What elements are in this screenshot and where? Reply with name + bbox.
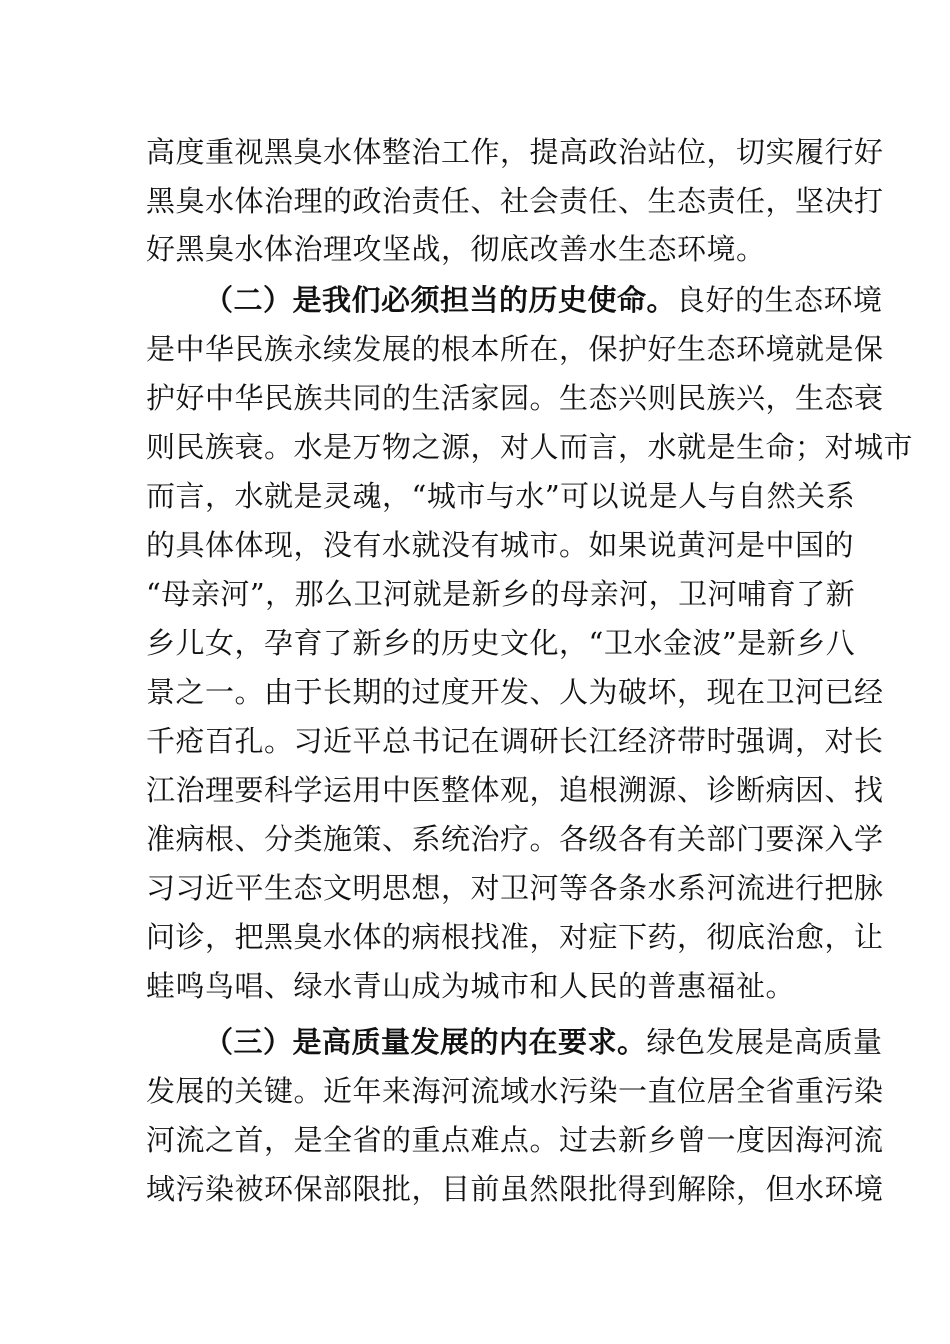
paragraph-line: 准病根、分类施策、系统治疗。各级各有关部门要深入学 (146, 822, 884, 856)
paragraph-line: 江治理要科学运用中医整体观，追根溯源、诊断病因、找 (146, 773, 884, 807)
section-heading: （三）是高质量发展的内在要求。 (204, 1025, 647, 1059)
paragraph-line: 而言，水就是灵魂，“城市与水”可以说是人与自然关系 (146, 479, 856, 513)
paragraph-line: 高度重视黑臭水体整治工作，提高政治站位，切实履行好 (146, 135, 884, 169)
paragraph-line: 景之一。由于长期的过度开发、人为破坏，现在卫河已经 (146, 675, 884, 709)
section-heading: （二）是我们必须担当的历史使命。 (204, 283, 677, 317)
paragraph-line: 发展的关键。近年来海河流域水污染一直位居全省重污染 (146, 1074, 884, 1108)
paragraph-line: 黑臭水体治理的政治责任、社会责任、生态责任，坚决打 (146, 184, 884, 218)
paragraph-first-line (204, 280, 883, 320)
paragraph-line: 护好中华民族共同的生活家园。生态兴则民族兴，生态衰 (146, 381, 884, 415)
paragraph-line: 习习近平生态文明思想，对卫河等各条水系河流进行把脉 (146, 871, 884, 905)
paragraph-line: 的具体体现，没有水就没有城市。如果说黄河是中国的 (146, 528, 855, 562)
paragraph-text: 绿色发展是高质量 (646, 1025, 883, 1059)
paragraph-line: “母亲河”，那么卫河就是新乡的母亲河，卫河哺育了新 (146, 577, 856, 611)
paragraph-line: 是中华民族永续发展的根本所在，保护好生态环境就是保 (146, 332, 884, 366)
paragraph-line: 则民族衰。水是万物之源，对人而言，水就是生命；对城市 (146, 430, 914, 464)
paragraph-line: 问诊，把黑臭水体的病根找准，对症下药，彻底治愈，让 (146, 920, 884, 954)
paragraph-line: 乡儿女，孕育了新乡的历史文化，“卫水金波”是新乡八 (146, 626, 856, 660)
paragraph-first-line (204, 1022, 883, 1062)
paragraph-line: 好黑臭水体治理攻坚战，彻底改善水生态环境。 (146, 232, 766, 266)
paragraph-line: 蛙鸣鸟唱、绿水青山成为城市和人民的普惠福祉。 (146, 969, 796, 1003)
paragraph-line: 域污染被环保部限批，目前虽然限批得到解除，但水环境 (146, 1172, 884, 1206)
paragraph-text: 良好的生态环境 (676, 283, 883, 317)
paragraph-line: 河流之首，是全省的重点难点。过去新乡曾一度因海河流 (146, 1123, 884, 1157)
paragraph-line: 千疮百孔。习近平总书记在调研长江经济带时强调，对长 (146, 724, 884, 758)
